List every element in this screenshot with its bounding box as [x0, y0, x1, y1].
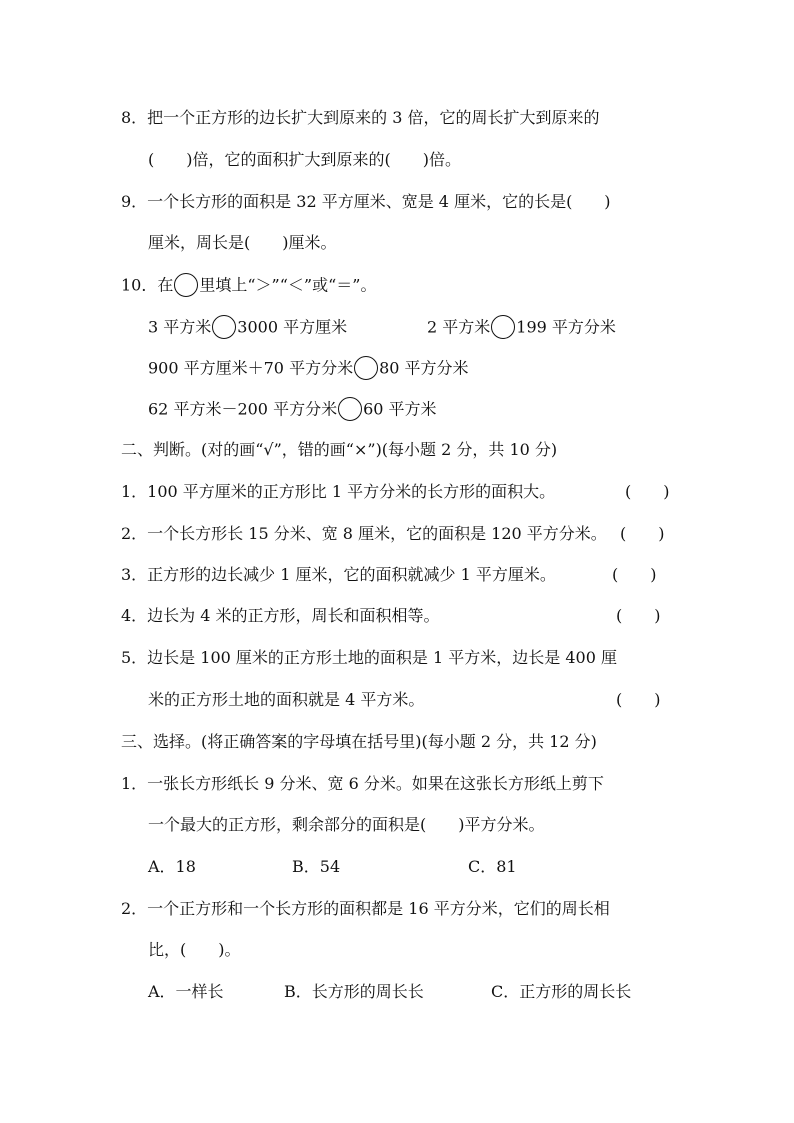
judge-item-3: 3．正方形的边长减少 1 厘米，它的面积就减少 1 平方厘米。: [121, 565, 556, 584]
option-b[interactable]: B．54: [292, 857, 341, 876]
compare-right: 199 平方分米: [516, 317, 616, 337]
q10-suffix: 里填上“＞”“＜”或“＝”。: [199, 275, 377, 295]
q8-line1: 8．把一个正方形的边长扩大到原来的 3 倍，它的周长扩大到原来的: [121, 108, 600, 127]
section3-heading: 三、选择。(将正确答案的字母填在括号里)(每小题 2 分，共 12 分): [121, 732, 597, 751]
compare-circle-icon[interactable]: [354, 356, 378, 380]
option-b[interactable]: B．长方形的周长长: [284, 982, 424, 1001]
judge-item-5-line1: 5．边长是 100 厘米的正方形土地的面积是 1 平方米，边长是 400 厘: [121, 648, 617, 667]
judge-item-2: 2．一个长方形长 15 分米、宽 8 厘米，它的面积是 120 平方分米。: [121, 524, 607, 543]
answer-bracket[interactable]: ( ): [612, 565, 657, 584]
compare-circle-icon: [174, 273, 198, 297]
compare-right: 3000 平方厘米: [237, 317, 348, 337]
q10-compare-2: [427, 316, 616, 340]
q10-prefix: 10．在: [121, 275, 174, 295]
choice-q2-line2: 比，( )。: [148, 940, 241, 959]
q9-line1: 9．一个长方形的面积是 32 平方厘米、宽是 4 厘米，它的长是( ): [121, 192, 611, 211]
choice-q1-line2: 一个最大的正方形，剩余部分的面积是( )平方分米。: [148, 815, 545, 834]
compare-right: 60 平方米: [363, 399, 437, 419]
option-a[interactable]: A．一样长: [148, 982, 224, 1001]
q10-compare-3: [148, 357, 469, 381]
section2-heading: 二、判断。(对的画“√”，错的画“×”)(每小题 2 分，共 10 分): [121, 440, 558, 459]
choice-q2-line1: 2．一个正方形和一个长方形的面积都是 16 平方分米，它们的周长相: [121, 899, 610, 918]
judge-item-4: 4．边长为 4 米的正方形，周长和面积相等。: [121, 606, 440, 625]
option-a[interactable]: A．18: [148, 857, 196, 876]
q10-instruction: [121, 274, 376, 298]
compare-left: 2 平方米: [427, 317, 491, 337]
choice-q1-line1: 1．一张长方形纸长 9 分米、宽 6 分米。如果在这张长方形纸上剪下: [121, 774, 604, 793]
compare-left: 62 平方米－200 平方分米: [148, 399, 338, 419]
judge-item-5-line2: 米的正方形土地的面积就是 4 平方米。: [148, 690, 425, 709]
compare-circle-icon[interactable]: [338, 397, 362, 421]
compare-circle-icon[interactable]: [491, 315, 515, 339]
q10-compare-1: [148, 316, 347, 340]
q9-line2: 厘米，周长是( )厘米。: [148, 233, 337, 252]
answer-bracket[interactable]: ( ): [616, 690, 661, 709]
answer-bracket[interactable]: ( ): [616, 606, 661, 625]
answer-bracket[interactable]: ( ): [625, 482, 670, 501]
answer-bracket[interactable]: ( ): [620, 524, 665, 543]
option-c[interactable]: C．正方形的周长长: [491, 982, 632, 1001]
compare-left: 3 平方米: [148, 317, 212, 337]
compare-left: 900 平方厘米＋70 平方分米: [148, 358, 354, 378]
q8-line2: ( )倍，它的面积扩大到原来的( )倍。: [148, 150, 461, 169]
compare-right: 80 平方分米: [379, 358, 469, 378]
option-c[interactable]: C．81: [468, 857, 517, 876]
q10-compare-4: [148, 398, 437, 422]
judge-item-1: 1．100 平方厘米的正方形比 1 平方分米的长方形的面积大。: [121, 482, 556, 501]
compare-circle-icon[interactable]: [212, 315, 236, 339]
